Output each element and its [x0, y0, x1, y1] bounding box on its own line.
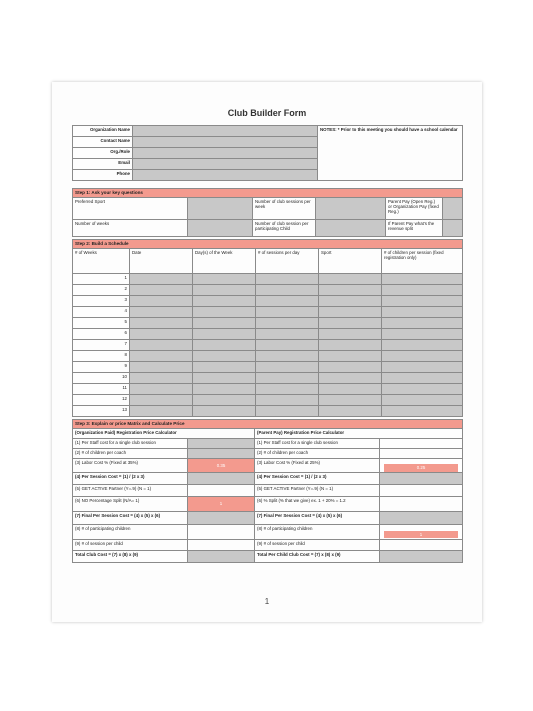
- date-cell[interactable]: [130, 395, 193, 406]
- page-number: 1: [264, 597, 270, 606]
- date-cell[interactable]: [130, 351, 193, 362]
- day-of-week-cell[interactable]: [193, 406, 256, 417]
- sport-cell[interactable]: [319, 274, 382, 285]
- left-staff-cost-input[interactable]: [188, 439, 255, 449]
- day-of-week-cell[interactable]: [193, 384, 256, 395]
- column-header: Sport: [319, 249, 382, 274]
- org-paid-calculator-title: (Organization Paid) Registration Price Calculator: [73, 429, 255, 439]
- calc-label: (5) GET ACTIVE Partner (Y=.9) (N = 1): [73, 485, 188, 497]
- calc-label: (2) # of children per coach: [73, 449, 188, 459]
- date-cell[interactable]: [130, 285, 193, 296]
- calc-label: Total Per Child Club Cost = (7) x (8) x (9): [255, 551, 380, 563]
- sport-cell[interactable]: [319, 351, 382, 362]
- date-cell[interactable]: [130, 318, 193, 329]
- date-cell[interactable]: [130, 340, 193, 351]
- day-of-week-cell[interactable]: [193, 285, 256, 296]
- week-number: 9: [73, 362, 130, 373]
- calc-label: (2) # of children per coach: [255, 449, 380, 459]
- schedule-row: [73, 406, 463, 417]
- preferred-sport-input[interactable]: [188, 198, 253, 220]
- calc-label: (1) Per Staff cost for a single club session: [73, 439, 188, 449]
- date-cell[interactable]: [130, 307, 193, 318]
- field-label: Organization Name: [73, 126, 133, 137]
- sessions-per-day-cell[interactable]: [256, 384, 319, 395]
- day-of-week-cell[interactable]: [193, 395, 256, 406]
- sessions-per-day-cell[interactable]: [256, 395, 319, 406]
- children-per-session-cell[interactable]: [382, 285, 463, 296]
- day-of-week-cell[interactable]: [193, 362, 256, 373]
- revenue-split-input[interactable]: [443, 220, 463, 237]
- preferred-sport-label: Preferred Sport: [73, 198, 188, 220]
- day-of-week-cell[interactable]: [193, 340, 256, 351]
- schedule-row: [73, 307, 463, 318]
- sport-cell[interactable]: [319, 296, 382, 307]
- calc-label: (8) # of participating children: [73, 525, 188, 540]
- sessions-per-day-cell[interactable]: [256, 307, 319, 318]
- week-number: 3: [73, 296, 130, 307]
- right-children-value: 1: [384, 531, 458, 538]
- children-per-session-cell[interactable]: [382, 318, 463, 329]
- schedule-row: [73, 351, 463, 362]
- week-number: 7: [73, 340, 130, 351]
- right-per-session-cost: [380, 473, 463, 485]
- revenue-split-label: If Parent Pay what's the revenue split: [386, 220, 443, 237]
- email-input[interactable]: [133, 159, 318, 170]
- phone-input[interactable]: [133, 170, 318, 181]
- children-per-session-cell[interactable]: [382, 307, 463, 318]
- schedule-row: [73, 362, 463, 373]
- week-number: 4: [73, 307, 130, 318]
- calc-label: (1) Per Staff cost for a single club session: [255, 439, 380, 449]
- calc-label: (7) Final Per Session Cost = (4) x (5) x (6): [255, 512, 380, 525]
- day-of-week-cell[interactable]: [193, 329, 256, 340]
- children-per-session-cell[interactable]: [382, 351, 463, 362]
- date-cell[interactable]: [130, 373, 193, 384]
- form-title: Club Builder Form: [227, 108, 307, 118]
- date-cell[interactable]: [130, 362, 193, 373]
- children-per-session-cell[interactable]: [382, 362, 463, 373]
- parent-pay-label: Parent Pay (Open Reg.) or Organization Pay (fixed Reg.): [386, 198, 443, 220]
- day-of-week-cell[interactable]: [193, 351, 256, 362]
- column-header: Day(s) of the Week: [193, 249, 256, 274]
- right-children-per-coach-input[interactable]: [380, 449, 463, 459]
- children-per-session-cell[interactable]: [382, 274, 463, 285]
- column-header: # of Weeks: [73, 249, 130, 274]
- left-final-session-cost: [188, 512, 255, 525]
- sessions-per-child-input[interactable]: [316, 220, 386, 237]
- calc-label: (7) Final Per Session Cost = (4) x (5) x (6): [73, 512, 188, 525]
- left-labor-cost-value: 0.35: [188, 459, 255, 473]
- children-per-session-cell[interactable]: [382, 406, 463, 417]
- sport-cell[interactable]: [319, 329, 382, 340]
- schedule-row: [73, 274, 463, 285]
- sport-cell[interactable]: [319, 318, 382, 329]
- sessions-per-day-cell[interactable]: [256, 285, 319, 296]
- sessions-per-day-cell[interactable]: [256, 296, 319, 307]
- week-number: 1: [73, 274, 130, 285]
- day-of-week-cell[interactable]: [193, 318, 256, 329]
- calc-label: (8) # of participating children: [255, 525, 380, 540]
- sport-cell[interactable]: [319, 340, 382, 351]
- calc-label: (9) # of session per child: [255, 540, 380, 551]
- organization-name-input[interactable]: [133, 126, 318, 137]
- form-page: [52, 82, 482, 622]
- step2-header: Step 2: Build a Schedule: [73, 240, 463, 249]
- date-cell[interactable]: [130, 406, 193, 417]
- sessions-per-child-label: Number of club session per participating Child: [253, 220, 316, 237]
- schedule-rows: [73, 274, 463, 417]
- right-sessions-per-child-input[interactable]: [380, 540, 463, 551]
- sport-cell[interactable]: [319, 384, 382, 395]
- right-total-cost: [380, 551, 463, 563]
- schedule-row: [73, 285, 463, 296]
- right-labor-cost-cell: [380, 459, 463, 473]
- field-label: Contact Name: [73, 137, 133, 148]
- sessions-per-day-cell[interactable]: [256, 329, 319, 340]
- calc-label: (3) Labor Cost % (Fixed at 25%): [255, 459, 380, 473]
- children-per-session-cell[interactable]: [382, 296, 463, 307]
- sessions-per-day-cell[interactable]: [256, 351, 319, 362]
- week-number: 13: [73, 406, 130, 417]
- calc-label: (4) Per Session Cost = (1) / (2 x 3): [255, 473, 380, 485]
- calc-label: Total Club Cost = (7) x (8) x (9): [73, 551, 188, 563]
- sessions-per-day-cell[interactable]: [256, 406, 319, 417]
- column-header: # of children per session (fixed registration only): [382, 249, 463, 274]
- step3-header: Step 3: Explain or price Matrix and Calculate Price: [73, 420, 463, 429]
- calc-label: (4) Per Session Cost = (1) / (2 x 3): [73, 473, 188, 485]
- left-partner-input[interactable]: [188, 485, 255, 497]
- date-cell[interactable]: [130, 329, 193, 340]
- schedule-table: [72, 239, 463, 417]
- children-per-session-cell[interactable]: [382, 373, 463, 384]
- sessions-per-day-cell[interactable]: [256, 340, 319, 351]
- sport-cell[interactable]: [319, 285, 382, 296]
- date-cell[interactable]: [130, 384, 193, 395]
- num-weeks-label: Number of weeks: [73, 220, 188, 237]
- week-number: 5: [73, 318, 130, 329]
- right-split-input[interactable]: [380, 497, 463, 512]
- parent-pay-input[interactable]: [443, 198, 463, 220]
- week-number: 6: [73, 329, 130, 340]
- children-per-session-cell[interactable]: [382, 395, 463, 406]
- date-cell[interactable]: [130, 274, 193, 285]
- sport-cell[interactable]: [319, 307, 382, 318]
- day-of-week-cell[interactable]: [193, 296, 256, 307]
- sessions-per-week-label: Number of club sessions per week: [253, 198, 316, 220]
- calc-label: (5) GET ACTIVE Partner (Y=.9) (N = 1): [255, 485, 380, 497]
- left-participants-input[interactable]: [188, 525, 255, 540]
- day-of-week-cell[interactable]: [193, 274, 256, 285]
- sessions-per-day-cell[interactable]: [256, 274, 319, 285]
- right-labor-cost-value: 0.25: [384, 464, 458, 471]
- field-label: Org./Role: [73, 148, 133, 159]
- sessions-per-day-cell[interactable]: [256, 373, 319, 384]
- schedule-row: [73, 384, 463, 395]
- left-sessions-per-child-input[interactable]: [188, 540, 255, 551]
- sport-cell[interactable]: [319, 362, 382, 373]
- sport-cell[interactable]: [319, 406, 382, 417]
- schedule-row: [73, 296, 463, 307]
- left-total-cost: [188, 551, 255, 563]
- contact-name-input[interactable]: [133, 137, 318, 148]
- week-number: 12: [73, 395, 130, 406]
- date-cell[interactable]: [130, 296, 193, 307]
- org-role-input[interactable]: [133, 148, 318, 159]
- column-header: # of sessions per day: [256, 249, 319, 274]
- right-children-cell: [380, 525, 463, 540]
- left-children-per-coach-input[interactable]: [188, 449, 255, 459]
- column-header: Date: [130, 249, 193, 274]
- right-final-session-cost: [380, 512, 463, 525]
- step1-header: Step 1: Ask your key questions: [73, 189, 463, 198]
- sessions-per-day-cell[interactable]: [256, 362, 319, 373]
- day-of-week-cell[interactable]: [193, 373, 256, 384]
- right-partner-input[interactable]: [380, 485, 463, 497]
- field-label: Email: [73, 159, 133, 170]
- calc-label: (3) Labor Cost % (Fixed at 35%): [73, 459, 188, 473]
- sport-cell[interactable]: [319, 373, 382, 384]
- right-staff-cost-input[interactable]: [380, 439, 463, 449]
- notes-box: NOTES: * Prior to this meeting you should have a school calendar: [318, 126, 463, 181]
- schedule-row: [73, 340, 463, 351]
- week-number: 10: [73, 373, 130, 384]
- field-label: Phone: [73, 170, 133, 181]
- calc-label: (6) % Split (% that we give) ex. 1 + 20% = 1.2: [255, 497, 380, 512]
- parent-pay-calculator-title: (Parent Pay) Registration Price Calculator: [255, 429, 463, 439]
- children-per-session-cell[interactable]: [382, 384, 463, 395]
- sport-cell[interactable]: [319, 395, 382, 406]
- calc-label: (9) # of session per child: [73, 540, 188, 551]
- schedule-row: [73, 395, 463, 406]
- num-weeks-input[interactable]: [188, 220, 253, 237]
- left-per-session-cost: [188, 473, 255, 485]
- price-calculator-table: [72, 419, 463, 563]
- week-number: 8: [73, 351, 130, 362]
- children-per-session-cell[interactable]: [382, 329, 463, 340]
- step1-table: [72, 188, 463, 237]
- schedule-row: [73, 329, 463, 340]
- left-split-value: 1: [188, 497, 255, 512]
- schedule-row: [73, 318, 463, 329]
- week-number: 2: [73, 285, 130, 296]
- schedule-row: [73, 373, 463, 384]
- sessions-per-day-cell[interactable]: [256, 318, 319, 329]
- sessions-per-week-input[interactable]: [316, 198, 386, 220]
- calc-label: (6) NO Percentage Split (N/A= 1): [73, 497, 188, 512]
- children-per-session-cell[interactable]: [382, 340, 463, 351]
- week-number: 11: [73, 384, 130, 395]
- day-of-week-cell[interactable]: [193, 307, 256, 318]
- contact-table: [72, 125, 463, 181]
